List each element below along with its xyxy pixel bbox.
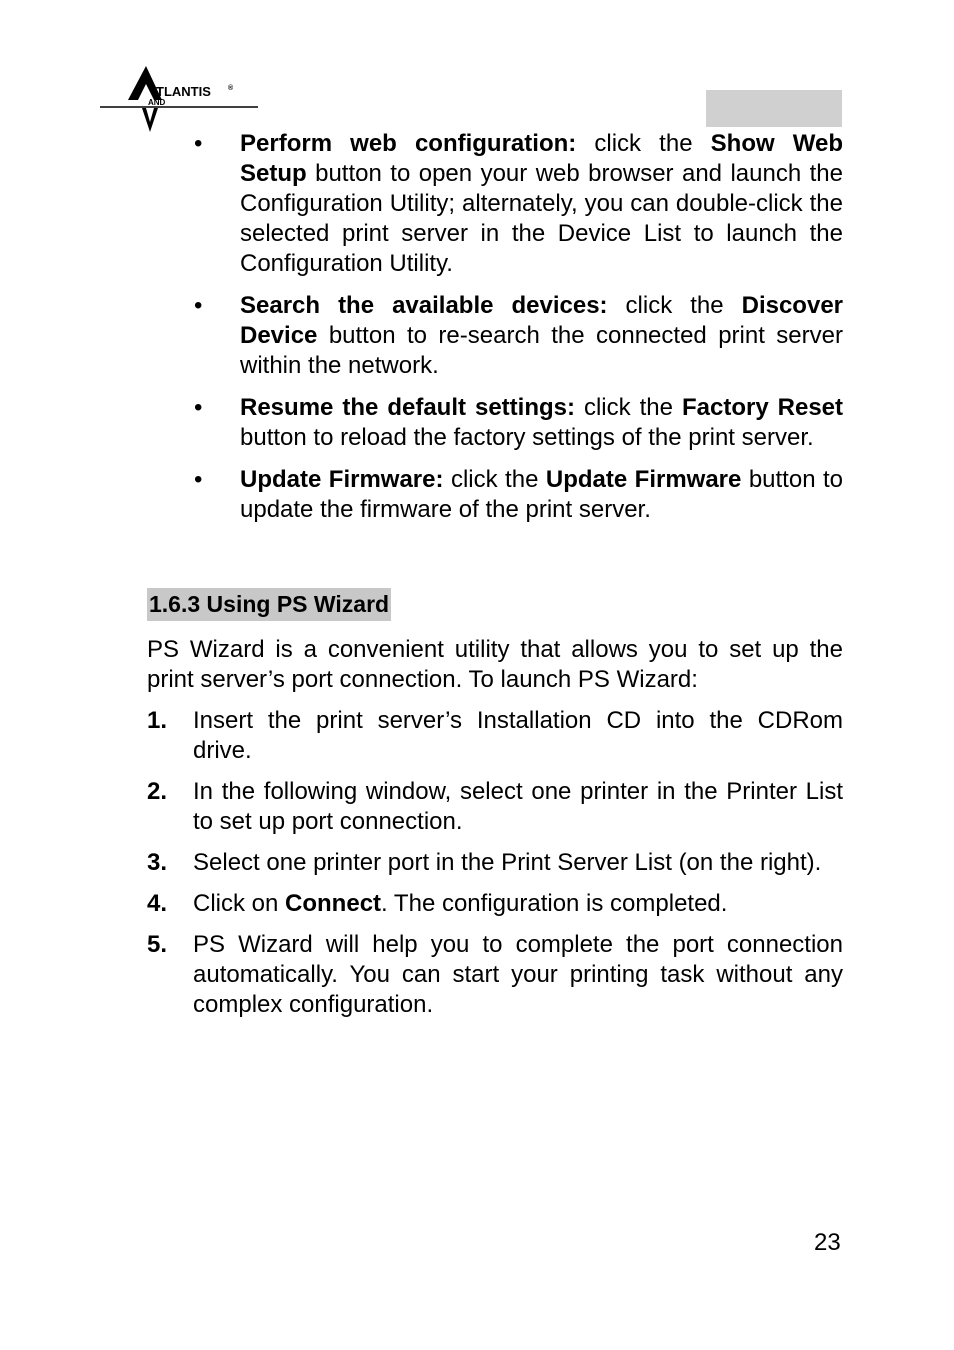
step-text: Select one printer port in the Print Server List (on the right). bbox=[193, 849, 822, 876]
step-number: 5. bbox=[147, 931, 168, 958]
button-name: Factory Reset bbox=[681, 394, 844, 421]
list-item bbox=[147, 706, 843, 766]
step-text: Insert the print server’s Installation CD into the CDRom drive. bbox=[193, 707, 843, 764]
list-item bbox=[147, 930, 843, 1020]
bullet-title: Resume the default settings: bbox=[240, 394, 575, 421]
bullet-dot: • bbox=[194, 466, 203, 493]
logo-registered-mark: ® bbox=[228, 85, 234, 92]
list-item: • Perform web configuration: click the Show Web Setup button to open your web browser and launch the Configuration Utility; alternately, you can double-click the selected print server in the Device List to launch the Configuration Utility. bbox=[194, 130, 843, 277]
page-number: 23 bbox=[814, 1229, 841, 1256]
button-name: Show Web Setup bbox=[240, 130, 843, 187]
atlantis-logo bbox=[100, 62, 260, 134]
section-intro: PS Wizard is a convenient utility that allows you to set up the print server’s port connection. To launch PS Wizard: bbox=[147, 636, 843, 693]
list-item bbox=[147, 777, 843, 837]
list-item: • Resume the default settings: click the Factory Reset button to reload the factory settings of the print server. bbox=[194, 394, 844, 451]
button-name: Discover Device bbox=[240, 292, 843, 349]
list-item: • Search the available devices: click the Discover Device button to re-search the connected print server within the network. bbox=[194, 292, 843, 379]
bullet-title: Search the available devices: bbox=[240, 292, 608, 319]
feature-bullet-list bbox=[194, 129, 844, 537]
bullet-dot: • bbox=[194, 292, 203, 319]
bullet-title: Perform web configuration: bbox=[240, 130, 577, 157]
step-number: 4. bbox=[147, 890, 168, 917]
section-heading: 1.6.3 Using PS Wizard bbox=[147, 588, 391, 621]
logo-text: TLANTIS bbox=[156, 84, 211, 99]
step-number: 3. bbox=[147, 849, 168, 876]
bullet-title: Update Firmware: bbox=[240, 466, 444, 493]
step-list bbox=[147, 706, 843, 1031]
list-item: 4. Click on Connect. The configuration is completed. bbox=[147, 890, 728, 917]
logo-subtext: AND bbox=[148, 98, 166, 107]
step-text: PS Wizard will help you to complete the port connection automatically. You can start your printing task without any complex configuration. bbox=[193, 931, 843, 1018]
bullet-dot: • bbox=[194, 394, 203, 421]
bullet-dot: • bbox=[194, 130, 203, 157]
step-text: In the following window, select one printer in the Printer List to set up port connection. bbox=[193, 778, 843, 835]
step-number: 1. bbox=[147, 707, 168, 734]
header-tab-block bbox=[706, 90, 842, 127]
button-name: Update Firmware bbox=[545, 466, 742, 493]
atlantis-logo-mark bbox=[100, 62, 260, 134]
list-item: • Update Firmware: click the Update Firmware button to update the firmware of the print server. bbox=[194, 466, 844, 523]
step-number: 2. bbox=[147, 778, 168, 805]
button-name: Connect bbox=[285, 890, 382, 917]
list-item bbox=[147, 848, 843, 878]
